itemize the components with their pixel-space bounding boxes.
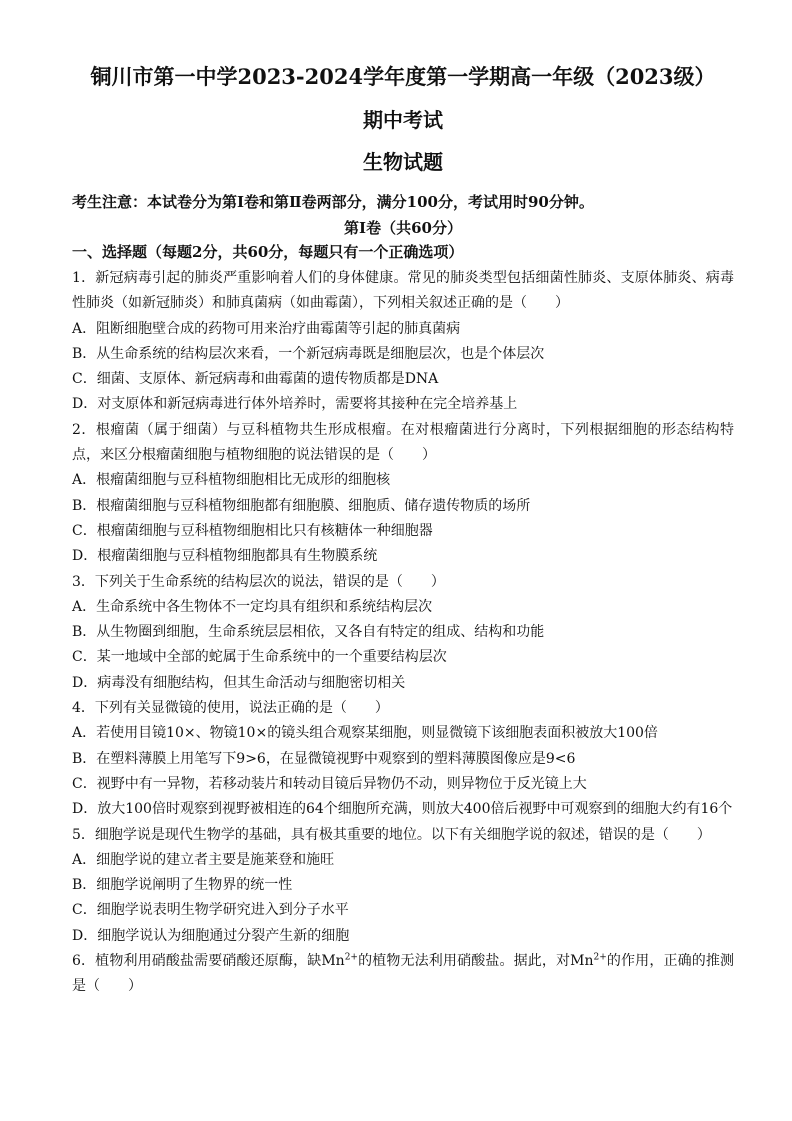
option-c: C．某一地域中全部的蛇属于生命系统中的一个重要结构层次 bbox=[72, 649, 447, 666]
option-a: A．若使用目镜10×、物镜10×的镜头组合观察某细胞，则显微镜下该细胞表面积被放大100倍 bbox=[72, 725, 658, 742]
option-c: C．视野中有一异物，若移动装片和转动目镜后异物仍不动，则异物位于反光镜上大 bbox=[72, 775, 587, 792]
section-one-title: 一、选择题（每题2分，共60分，每题只有一个正确选项） bbox=[72, 243, 464, 261]
question-1 bbox=[72, 266, 734, 418]
question-stem bbox=[72, 949, 734, 1000]
exam-subject: 生物试题 bbox=[363, 150, 443, 174]
mn-charge: 2+ bbox=[593, 952, 607, 963]
question-stem: 5．细胞学说是现代生物学的基础，具有极其重要的地位。以下有关细胞学说的叙述，错误的是（ ） bbox=[72, 826, 711, 843]
option-a: A．根瘤菌细胞与豆科植物细胞相比无成形的细胞核 bbox=[72, 472, 391, 489]
q6-text-3: 的作用，正确的推测是（ ） bbox=[72, 953, 734, 995]
exam-title: 铜川市第一中学2023-2024学年度第一学期高一年级（2023级） bbox=[90, 64, 716, 89]
part-one-title: 第Ⅰ卷（共60分） bbox=[344, 219, 462, 237]
exam-type: 期中考试 bbox=[363, 108, 443, 132]
option-b: B．从生命系统的结构层次来看，一个新冠病毒既是细胞层次，也是个体层次 bbox=[72, 345, 545, 362]
option-c: C．细菌、支原体、新冠病毒和曲霉菌的遗传物质都是DNA bbox=[72, 371, 439, 388]
option-b: B．细胞学说阐明了生物界的统一性 bbox=[72, 877, 293, 894]
q6-text-1: 6．植物利用硝酸盐需要硝酸还原酶，缺Mn bbox=[72, 953, 345, 970]
question-stem: 2．根瘤菌（属于细菌）与豆科植物共生形成根瘤。在对根瘤菌进行分离时，下列根据细胞的形态结构特点，来区分根瘤菌细胞与植物细胞的说法错误的是（ ） bbox=[72, 421, 734, 464]
option-d: D．对支原体和新冠病毒进行体外培养时，需要将其接种在完全培养基上 bbox=[72, 396, 518, 413]
question-3 bbox=[72, 570, 734, 696]
question-4 bbox=[72, 696, 734, 822]
candidate-notice: 考生注意：本试卷分为第Ⅰ卷和第Ⅱ卷两部分，满分100分，考试用时90分钟。 bbox=[72, 193, 594, 211]
option-d: D．细胞学说认为细胞通过分裂产生新的细胞 bbox=[72, 927, 350, 944]
question-stem: 4．下列有关显微镜的使用，说法正确的是（ ） bbox=[72, 700, 389, 717]
option-d: D．根瘤菌细胞与豆科植物细胞都具有生物膜系统 bbox=[72, 548, 378, 565]
option-d: D．放大100倍时观察到视野被相连的64个细胞所充满，则放大400倍后视野中可观察到的细胞大约有16个 bbox=[72, 801, 733, 818]
mn-charge: 2+ bbox=[344, 952, 358, 963]
q6-text-2: 的植物无法利用硝酸盐。据此，对Mn bbox=[357, 953, 594, 970]
question-6 bbox=[72, 949, 734, 1000]
option-d: D．病毒没有细胞结构，但其生命活动与细胞密切相关 bbox=[72, 674, 406, 691]
option-b: B．根瘤菌细胞与豆科植物细胞都有细胞膜、细胞质、储存遗传物质的场所 bbox=[72, 497, 531, 514]
option-b: B．从生物圈到细胞，生命系统层层相依，又各自有特定的组成、结构和功能 bbox=[72, 624, 545, 641]
option-c: C．细胞学说表明生物学研究进入到分子水平 bbox=[72, 902, 349, 919]
option-a: A．生命系统中各生物体不一定均具有组织和系统结构层次 bbox=[72, 598, 433, 615]
question-stem: 3．下列关于生命系统的结构层次的说法，错误的是（ ） bbox=[72, 573, 445, 590]
option-b: B．在塑料薄膜上用笔写下9>6，在显微镜视野中观察到的塑料薄膜图像应是9<6 bbox=[72, 750, 576, 767]
option-c: C．根瘤菌细胞与豆科植物细胞相比只有核糖体一种细胞器 bbox=[72, 522, 433, 539]
question-stem: 1．新冠病毒引起的肺炎严重影响着人们的身体健康。常见的肺炎类型包括细菌性肺炎、支原体肺炎、病毒性肺炎（如新冠肺炎）和肺真菌病（如曲霉菌），下列相关叙述正确的是（ ） bbox=[72, 270, 734, 312]
question-5 bbox=[72, 823, 734, 949]
option-a: A．细胞学说的建立者主要是施莱登和施旺 bbox=[72, 851, 335, 868]
option-a: A．阻断细胞壁合成的药物可用来治疗曲霉菌等引起的肺真菌病 bbox=[72, 320, 461, 337]
question-2 bbox=[72, 418, 734, 570]
